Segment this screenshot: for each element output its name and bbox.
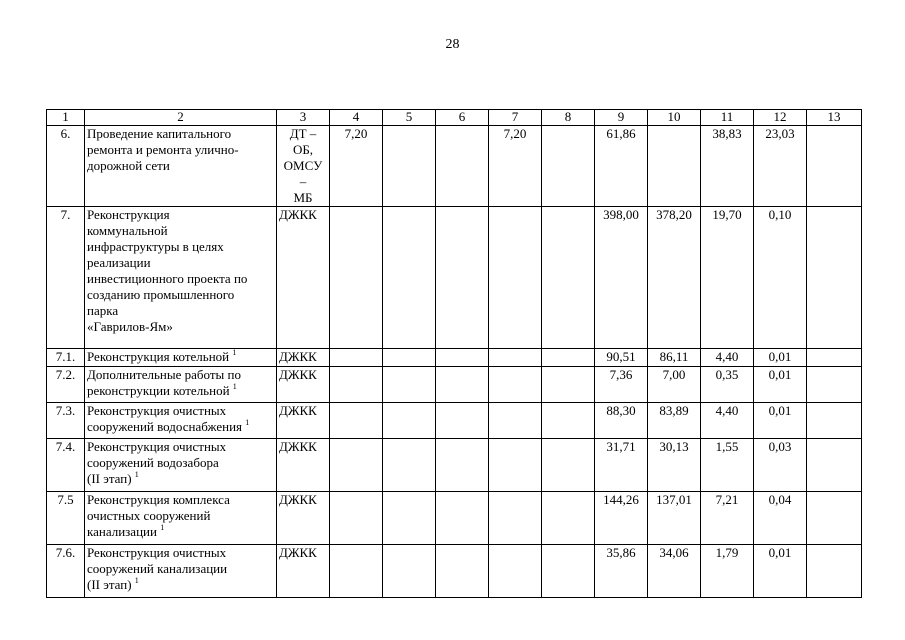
footnote-mark: 1 [160,523,165,532]
table-row [47,439,862,492]
value-cell-col-11: 0,35 [701,367,754,403]
activity-name-line [87,255,274,271]
activity-name-text: (II этап) [87,577,132,592]
funding-source [277,349,330,367]
activity-name-line [87,126,274,142]
activity-name-text: Реконструкция очистных [87,439,227,454]
column-header: 1 [47,110,85,126]
value-cell-col-13 [807,349,862,367]
program-table [46,109,862,598]
activity-name-line [87,455,274,471]
activity-name-line [87,349,274,365]
value-cell-col-13 [807,207,862,349]
activity-name-text: реализации [87,255,151,270]
value-cell-col-12: 0,04 [754,492,807,545]
row-number: 7.1. [47,349,85,367]
value-cell-col-8 [542,126,595,207]
funding-source [277,545,330,598]
value-cell-col-9: 88,30 [595,403,648,439]
column-header: 11 [701,110,754,126]
value-cell-col-9: 35,86 [595,545,648,598]
activity-name-text: Дополнительные работы по [87,367,241,382]
column-header: 4 [330,110,383,126]
funding-source [277,492,330,545]
activity-name-text: коммунальной [87,223,168,238]
column-header: 12 [754,110,807,126]
value-cell-col-6 [436,403,489,439]
value-cell-col-13 [807,492,862,545]
page-number: 28 [445,37,460,52]
activity-name-line [87,439,274,455]
value-cell-col-4 [330,349,383,367]
funding-source [277,367,330,403]
activity-name-line [87,419,274,435]
funding-source-line: ДТ – [289,126,317,141]
activity-name-text: созданию промышленного [87,287,235,302]
value-cell-col-13 [807,545,862,598]
value-cell-col-4 [330,403,383,439]
value-cell-col-8 [542,207,595,349]
activity-name-line [87,577,274,593]
value-cell-col-10: 30,13 [648,439,701,492]
activity-name-line [87,383,274,399]
funding-source-line: ДЖКК [279,545,317,560]
activity-name-line [87,508,274,524]
value-cell-col-8 [542,439,595,492]
row-number: 7.2. [47,367,85,403]
activity-name-line [87,142,274,158]
value-cell-col-6 [436,367,489,403]
table-row [47,545,862,598]
value-cell-col-12: 0,10 [754,207,807,349]
value-cell-col-4 [330,492,383,545]
activity-name [85,492,277,545]
activity-name-text: сооружений водоснабжения [87,419,243,434]
header-row [47,110,862,126]
table-row [47,207,862,349]
activity-name-text: реконструкции котельной [87,383,230,398]
column-header: 2 [85,110,277,126]
value-cell-col-7 [489,367,542,403]
column-header: 9 [595,110,648,126]
activity-name-line [87,239,274,255]
value-cell-col-7 [489,403,542,439]
value-cell-col-13 [807,403,862,439]
value-cell-col-10: 378,20 [648,207,701,349]
table-row [47,492,862,545]
row-number: 6. [47,126,85,207]
activity-name-text: (II этап) [87,471,132,486]
value-cell-col-9: 398,00 [595,207,648,349]
row-number: 7.4. [47,439,85,492]
footnote-mark: 1 [232,382,237,391]
activity-name-line [87,492,274,508]
footnote-mark: 1 [245,418,250,427]
activity-name [85,439,277,492]
value-cell-col-13 [807,439,862,492]
funding-source-line: ДЖКК [279,439,317,454]
activity-name-text: очистных сооружений [87,508,211,523]
value-cell-col-5 [383,439,436,492]
activity-name-line [87,561,274,577]
value-cell-col-9: 31,71 [595,439,648,492]
value-cell-col-13 [807,126,862,207]
value-cell-col-5 [383,367,436,403]
activity-name-text: Проведение капитального [87,126,232,141]
funding-source-line: ДЖКК [279,403,317,418]
value-cell-col-4: 7,20 [330,126,383,207]
funding-source [277,207,330,349]
value-cell-col-5 [383,349,436,367]
activity-name-line [87,207,274,223]
value-cell-col-5 [383,126,436,207]
activity-name-line [87,471,274,487]
activity-name-text: «Гаврилов-Ям» [87,319,173,334]
value-cell-col-11: 1,79 [701,545,754,598]
value-cell-col-9: 7,36 [595,367,648,403]
funding-source-line: МБ [293,190,313,205]
value-cell-col-7 [489,492,542,545]
value-cell-col-10: 137,01 [648,492,701,545]
value-cell-col-10: 83,89 [648,403,701,439]
value-cell-col-12: 0,01 [754,545,807,598]
table-row [47,349,862,367]
activity-name [85,403,277,439]
value-cell-col-4 [330,545,383,598]
value-cell-col-4 [330,439,383,492]
activity-name-text: инвестиционного проекта по [87,271,248,286]
value-cell-col-12: 0,03 [754,439,807,492]
footnote-mark: 1 [134,576,139,585]
activity-name-line [87,403,274,419]
activity-name-line [87,223,274,239]
row-number: 7.6. [47,545,85,598]
activity-name-text: парка [87,303,119,318]
footnote-mark: 1 [232,348,237,357]
value-cell-col-12: 0,01 [754,403,807,439]
value-cell-col-7: 7,20 [489,126,542,207]
funding-source [277,439,330,492]
value-cell-col-10: 34,06 [648,545,701,598]
value-cell-col-11: 7,21 [701,492,754,545]
column-header: 3 [277,110,330,126]
activity-name [85,207,277,349]
value-cell-col-11: 1,55 [701,439,754,492]
value-cell-col-7 [489,349,542,367]
value-cell-col-6 [436,439,489,492]
value-cell-col-8 [542,492,595,545]
row-number: 7.5 [47,492,85,545]
value-cell-col-4 [330,207,383,349]
activity-name-text: Реконструкция очистных [87,403,227,418]
funding-source [277,126,330,207]
table-body [47,126,862,598]
value-cell-col-8 [542,367,595,403]
value-cell-col-5 [383,545,436,598]
value-cell-col-6 [436,349,489,367]
value-cell-col-11: 4,40 [701,349,754,367]
activity-name-text: сооружений канализации [87,561,228,576]
activity-name-text: Реконструкция котельной [87,349,230,364]
value-cell-col-12: 0,01 [754,349,807,367]
column-header: 5 [383,110,436,126]
funding-source-line: ОБ, [292,142,314,157]
activity-name-line [87,287,274,303]
activity-name-text: Реконструкция комплекса [87,492,230,507]
value-cell-col-13 [807,367,862,403]
value-cell-col-5 [383,207,436,349]
value-cell-col-8 [542,349,595,367]
value-cell-col-9: 144,26 [595,492,648,545]
table-row [47,126,862,207]
value-cell-col-9: 61,86 [595,126,648,207]
value-cell-col-4 [330,367,383,403]
value-cell-col-5 [383,492,436,545]
activity-name [85,545,277,598]
funding-source-line: ДЖКК [279,207,317,222]
footnote-mark: 1 [134,470,139,479]
column-header: 13 [807,110,862,126]
activity-name-line [87,319,274,335]
value-cell-col-10: 7,00 [648,367,701,403]
value-cell-col-7 [489,207,542,349]
column-header: 6 [436,110,489,126]
value-cell-col-5 [383,403,436,439]
activity-name-text: Реконструкция очистных [87,545,227,560]
activity-name-text: ремонта и ремонта улично- [87,142,239,157]
value-cell-col-10: 86,11 [648,349,701,367]
funding-source-line: ДЖКК [279,492,317,507]
activity-name [85,349,277,367]
value-cell-col-11: 4,40 [701,403,754,439]
column-header: 10 [648,110,701,126]
activity-name-text: дорожной сети [87,158,170,173]
row-number: 7.3. [47,403,85,439]
funding-source-line: ДЖКК [279,367,317,382]
value-cell-col-9: 90,51 [595,349,648,367]
table-row [47,367,862,403]
row-number: 7. [47,207,85,349]
activity-name-line [87,367,274,383]
activity-name-line [87,271,274,287]
value-cell-col-6 [436,126,489,207]
value-cell-col-7 [489,545,542,598]
activity-name [85,367,277,403]
activity-name-line [87,303,274,319]
value-cell-col-8 [542,403,595,439]
funding-source-line: ОМСУ – [283,158,323,189]
funding-source [277,403,330,439]
activity-name-text: Реконструкция [87,207,170,222]
table-row [47,403,862,439]
activity-name [85,126,277,207]
value-cell-col-12: 0,01 [754,367,807,403]
activity-name-line [87,158,274,174]
column-header: 7 [489,110,542,126]
activity-name-line [87,524,274,540]
activity-name-line [87,545,274,561]
activity-name-text: инфраструктуры в целях [87,239,224,254]
funding-source-line: ДЖКК [279,349,317,364]
value-cell-col-11: 38,83 [701,126,754,207]
value-cell-col-12: 23,03 [754,126,807,207]
value-cell-col-10 [648,126,701,207]
value-cell-col-6 [436,545,489,598]
value-cell-col-6 [436,492,489,545]
activity-name-text: сооружений водозабора [87,455,219,470]
column-header: 8 [542,110,595,126]
value-cell-col-8 [542,545,595,598]
value-cell-col-7 [489,439,542,492]
activity-name-text: канализации [87,524,157,539]
value-cell-col-6 [436,207,489,349]
value-cell-col-11: 19,70 [701,207,754,349]
